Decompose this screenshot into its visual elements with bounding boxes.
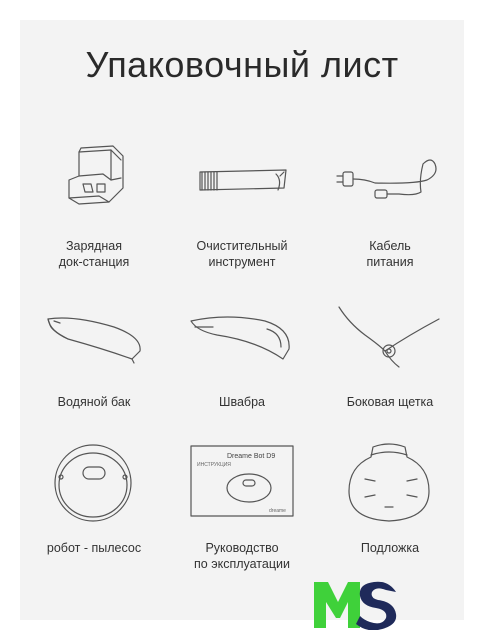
item-label: Руководство по эксплуатации [194, 541, 290, 571]
mat-icon [345, 437, 435, 527]
manual-icon [187, 442, 297, 522]
item-label: Очистительный инструмент [196, 239, 288, 269]
side-brush-icon [335, 301, 445, 371]
item-label: Подложка [360, 541, 420, 555]
item-mop [168, 286, 316, 410]
item-label: Водяной бак [57, 395, 131, 409]
manual-subtitle: ИНСТРУКЦИЯ [197, 462, 231, 468]
manual-title: Dreame Bot D9 [227, 453, 276, 460]
item-label: Швабра [219, 395, 265, 409]
item-side-brush [316, 286, 464, 410]
cleaning-tool-icon [192, 150, 292, 210]
item-label: Кабель питания [366, 239, 414, 269]
item-label: Зарядная док-станция [58, 239, 130, 269]
item-robot-vacuum [20, 432, 168, 556]
item-power-cable [316, 130, 464, 270]
mop-icon [187, 301, 297, 371]
item-mat [316, 432, 464, 556]
water-tank-icon [44, 301, 144, 371]
item-manual [168, 432, 316, 572]
power-cable-icon [335, 150, 445, 210]
ms-logo [312, 576, 398, 632]
item-dock-station [20, 130, 168, 270]
item-water-tank [20, 286, 168, 410]
packing-list-sheet [20, 20, 464, 620]
item-label: робот - пылесос [46, 541, 142, 555]
ms-logo-icon [312, 578, 398, 630]
item-label: Боковая щетка [346, 395, 434, 409]
page-title: Упаковочный лист [85, 44, 399, 85]
item-cleaning-tool [168, 130, 316, 270]
robot-vacuum-icon [49, 437, 139, 527]
dock-station-icon [49, 140, 139, 220]
manual-brand: dreame [269, 508, 286, 514]
